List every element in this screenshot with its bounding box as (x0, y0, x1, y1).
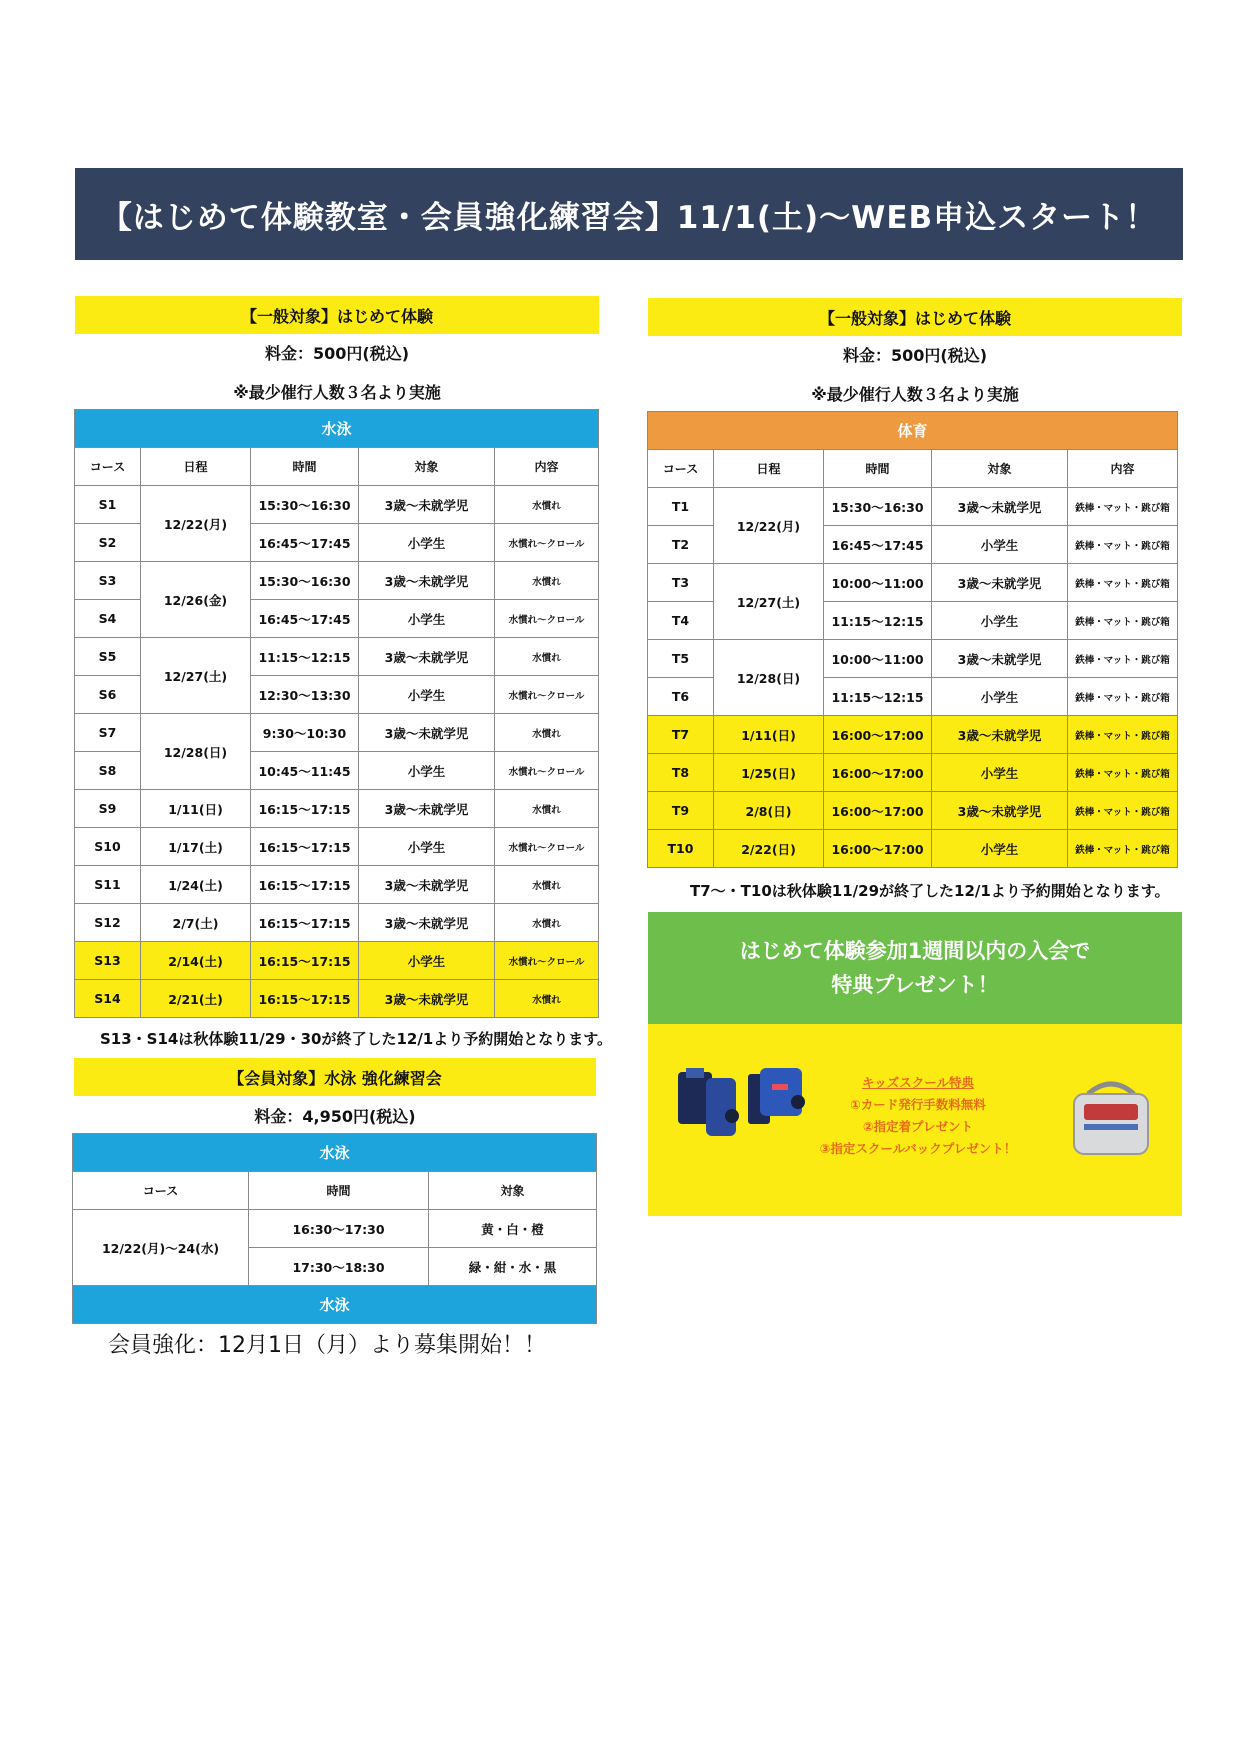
target-cell: 3歳～未就学児 (359, 638, 495, 676)
gym-table-title: 体育 (648, 412, 1178, 450)
time-cell: 16:15～17:15 (251, 980, 359, 1018)
time-cell: 16:15～17:15 (251, 866, 359, 904)
course-cell: S13 (75, 942, 141, 980)
target-cell: 3歳～未就学児 (359, 790, 495, 828)
right-section-title-text: 【一般対象】はじめて体験 (818, 308, 1011, 328)
col-header-date: 日程 (141, 448, 251, 486)
target-cell: 3歳～未就学児 (932, 792, 1068, 830)
table-row-highlighted (648, 754, 1178, 792)
target-cell: 小学生 (359, 524, 495, 562)
course-cell: S14 (75, 980, 141, 1018)
col-header-time: 時間 (251, 448, 359, 486)
page-banner (75, 168, 1183, 260)
date-cell: 12/28(日) (714, 640, 824, 716)
course-cell: S5 (75, 638, 141, 676)
date-cell: 1/17(土) (141, 828, 251, 866)
date-cell: 1/24(土) (141, 866, 251, 904)
target-cell: 小学生 (932, 754, 1068, 792)
course-cell: S9 (75, 790, 141, 828)
course-cell: S3 (75, 562, 141, 600)
time-cell: 10:45～11:45 (251, 752, 359, 790)
table-row (75, 866, 599, 904)
target-cell: 小学生 (359, 600, 495, 638)
time-cell: 15:30～16:30 (251, 562, 359, 600)
course-cell: T6 (648, 678, 714, 716)
member-table-footer: 水泳 (73, 1286, 597, 1324)
content-cell: 鉄棒・マット・跳び箱 (1068, 564, 1178, 602)
time-cell: 16:15～17:15 (251, 790, 359, 828)
table-row-highlighted (75, 942, 599, 980)
date-cell: 12/22(月) (714, 488, 824, 564)
course-cell: S7 (75, 714, 141, 752)
time-cell: 16:45～17:45 (251, 524, 359, 562)
target-cell: 緑・紺・水・黒 (429, 1248, 597, 1286)
content-cell: 鉄棒・マット・跳び箱 (1068, 526, 1178, 564)
target-cell: 3歳～未就学児 (932, 716, 1068, 754)
time-cell: 16:00～17:00 (824, 792, 932, 830)
col-header-target: 対象 (429, 1172, 597, 1210)
time-cell: 16:00～17:00 (824, 716, 932, 754)
time-cell: 11:15～12:15 (824, 602, 932, 640)
school-bag-image (1066, 1074, 1156, 1164)
left-section-title-text: 【一般対象】はじめて体験 (240, 306, 433, 326)
course-cell: S6 (75, 676, 141, 714)
time-cell: 16:15～17:15 (251, 942, 359, 980)
perk-item: ①カード発行手数料無料 (850, 1097, 986, 1112)
table-row (73, 1210, 597, 1248)
date-cell: 2/7(土) (141, 904, 251, 942)
perk-item: ②指定着プレゼント (862, 1119, 974, 1134)
time-cell: 11:15～12:15 (824, 678, 932, 716)
table-row-highlighted (75, 980, 599, 1018)
time-cell: 16:45～17:45 (251, 600, 359, 638)
table-row (75, 562, 599, 600)
table-row-highlighted (648, 716, 1178, 754)
content-cell: 鉄棒・マット・跳び箱 (1068, 792, 1178, 830)
table-row (75, 714, 599, 752)
date-cell: 2/8(日) (714, 792, 824, 830)
content-cell: 鉄棒・マット・跳び箱 (1068, 830, 1178, 868)
time-cell: 16:00～17:00 (824, 830, 932, 868)
col-header-course: コース (648, 450, 714, 488)
promo-line-2: 特典プレゼント！ (831, 973, 999, 997)
date-cell: 12/28(日) (141, 714, 251, 790)
course-cell: T4 (648, 602, 714, 640)
target-cell: 3歳～未就学児 (932, 488, 1068, 526)
content-cell: 鉄棒・マット・跳び箱 (1068, 488, 1178, 526)
target-cell: 3歳～未就学児 (359, 904, 495, 942)
course-cell: S1 (75, 486, 141, 524)
promo-details (648, 1024, 1182, 1216)
date-cell: 2/22(日) (714, 830, 824, 868)
content-cell: 水慣れ (495, 790, 599, 828)
content-cell: 水慣れ (495, 486, 599, 524)
content-cell: 水慣れ～クロール (495, 600, 599, 638)
time-cell: 15:30～16:30 (251, 486, 359, 524)
target-cell: 3歳～未就学児 (359, 980, 495, 1018)
perk-item: ③指定スクールバックプレゼント！ (819, 1141, 1017, 1156)
table-row (648, 640, 1178, 678)
date-cell: 1/25(日) (714, 754, 824, 792)
table-row (75, 638, 599, 676)
left-fee: 料金：500円(税込) (264, 344, 410, 363)
col-header-time: 時間 (249, 1172, 429, 1210)
table-row (648, 564, 1178, 602)
time-cell: 15:30～16:30 (824, 488, 932, 526)
content-cell: 水慣れ～クロール (495, 752, 599, 790)
content-cell: 水慣れ～クロール (495, 828, 599, 866)
time-cell: 17:30～18:30 (249, 1248, 429, 1286)
target-cell: 3歳～未就学児 (932, 640, 1068, 678)
col-header-time: 時間 (824, 450, 932, 488)
content-cell: 水慣れ (495, 562, 599, 600)
right-note: T7～・T10は秋体験11/29が終了した12/1より予約開始となります。 (690, 882, 1170, 900)
date-cell: 1/11(日) (714, 716, 824, 754)
date-cell: 2/21(土) (141, 980, 251, 1018)
course-cell: T1 (648, 488, 714, 526)
swim-table-title: 水泳 (75, 410, 599, 448)
date-cell: 1/11(日) (141, 790, 251, 828)
content-cell: 水慣れ (495, 714, 599, 752)
target-cell: 黄・白・橙 (429, 1210, 597, 1248)
member-practice-table (72, 1133, 597, 1324)
time-cell: 16:30～17:30 (249, 1210, 429, 1248)
course-cell: T3 (648, 564, 714, 602)
content-cell: 水慣れ (495, 866, 599, 904)
course-cell: S10 (75, 828, 141, 866)
date-cell: 12/26(金) (141, 562, 251, 638)
target-cell: 小学生 (359, 676, 495, 714)
right-min-note: ※最少催行人数３名より実施 (811, 385, 1019, 404)
content-cell: 水慣れ～クロール (495, 942, 599, 980)
swim-trial-table (74, 409, 599, 1018)
time-cell: 10:00～11:00 (824, 640, 932, 678)
time-cell: 16:00～17:00 (824, 754, 932, 792)
course-cell: S2 (75, 524, 141, 562)
course-cell: S11 (75, 866, 141, 904)
target-cell: 小学生 (359, 752, 495, 790)
content-cell: 水慣れ～クロール (495, 524, 599, 562)
member-section-title (74, 1058, 596, 1096)
col-header-target: 対象 (932, 450, 1068, 488)
time-cell: 12:30～13:30 (251, 676, 359, 714)
table-row (75, 790, 599, 828)
table-row-highlighted (648, 830, 1178, 868)
time-cell: 16:45～17:45 (824, 526, 932, 564)
perks-title: キッズスクール特典 (861, 1075, 974, 1090)
date-cell: 2/14(土) (141, 942, 251, 980)
col-header-content: 内容 (1068, 450, 1178, 488)
course-cell: S12 (75, 904, 141, 942)
target-cell: 3歳～未就学児 (359, 714, 495, 752)
content-cell: 水慣れ (495, 638, 599, 676)
content-cell: 鉄棒・マット・跳び箱 (1068, 678, 1178, 716)
time-cell: 16:15～17:15 (251, 904, 359, 942)
time-cell: 10:00～11:00 (824, 564, 932, 602)
target-cell: 3歳～未就学児 (932, 564, 1068, 602)
right-fee: 料金：500円(税込) (842, 346, 988, 365)
col-header-course: コース (73, 1172, 249, 1210)
target-cell: 小学生 (932, 526, 1068, 564)
member-section-title-text: 【会員対象】水泳 強化練習会 (228, 1068, 442, 1088)
course-cell: T8 (648, 754, 714, 792)
left-min-note: ※最少催行人数３名より実施 (233, 383, 441, 402)
table-row (75, 904, 599, 942)
content-cell: 水慣れ (495, 904, 599, 942)
content-cell: 鉄棒・マット・跳び箱 (1068, 754, 1178, 792)
promo-line-1: はじめて体験参加1週間以内の入会で (739, 939, 1091, 963)
target-cell: 小学生 (932, 830, 1068, 868)
col-header-content: 内容 (495, 448, 599, 486)
member-table-title: 水泳 (73, 1134, 597, 1172)
target-cell: 小学生 (359, 942, 495, 980)
course-cell: S4 (75, 600, 141, 638)
table-row-highlighted (648, 792, 1178, 830)
table-row (648, 488, 1178, 526)
content-cell: 水慣れ (495, 980, 599, 1018)
table-row (75, 486, 599, 524)
promo-banner (648, 912, 1182, 1024)
target-cell: 3歳～未就学児 (359, 562, 495, 600)
right-section-title (648, 298, 1182, 336)
time-cell: 9:30～10:30 (251, 714, 359, 752)
course-cell: T10 (648, 830, 714, 868)
content-cell: 鉄棒・マット・跳び箱 (1068, 640, 1178, 678)
gym-trial-table (647, 411, 1178, 868)
date-cell: 12/27(土) (141, 638, 251, 714)
perks-list (798, 1072, 1038, 1160)
target-cell: 小学生 (359, 828, 495, 866)
content-cell: 鉄棒・マット・跳び箱 (1068, 716, 1178, 754)
time-cell: 11:15～12:15 (251, 638, 359, 676)
time-cell: 16:15～17:15 (251, 828, 359, 866)
course-cell: S8 (75, 752, 141, 790)
course-cell: T7 (648, 716, 714, 754)
target-cell: 小学生 (932, 602, 1068, 640)
target-cell: 3歳～未就学児 (359, 866, 495, 904)
member-footnote: 会員強化：12月1日（月）より募集開始！！ (108, 1333, 546, 1358)
target-cell: 3歳～未就学児 (359, 486, 495, 524)
course-cell: T2 (648, 526, 714, 564)
uniform-image (676, 1064, 806, 1144)
content-cell: 水慣れ～クロール (495, 676, 599, 714)
course-cell: T5 (648, 640, 714, 678)
left-section-title (75, 296, 599, 334)
col-header-course: コース (75, 448, 141, 486)
banner-title: 【はじめて体験教室・会員強化練習会】11/1(土)～WEB申込スタート！ (100, 199, 1158, 236)
member-fee: 料金：4,950円(税込) (254, 1107, 416, 1126)
content-cell: 鉄棒・マット・跳び箱 (1068, 602, 1178, 640)
col-header-target: 対象 (359, 448, 495, 486)
date-cell: 12/22(月) (141, 486, 251, 562)
left-note: S13・S14は秋体験11/29・30が終了した12/1より予約開始となります。 (100, 1030, 613, 1048)
course-cell: T9 (648, 792, 714, 830)
date-cell: 12/27(土) (714, 564, 824, 640)
col-header-date: 日程 (714, 450, 824, 488)
table-row (75, 828, 599, 866)
course-cell: 12/22(月)～24(水) (73, 1210, 249, 1286)
target-cell: 小学生 (932, 678, 1068, 716)
